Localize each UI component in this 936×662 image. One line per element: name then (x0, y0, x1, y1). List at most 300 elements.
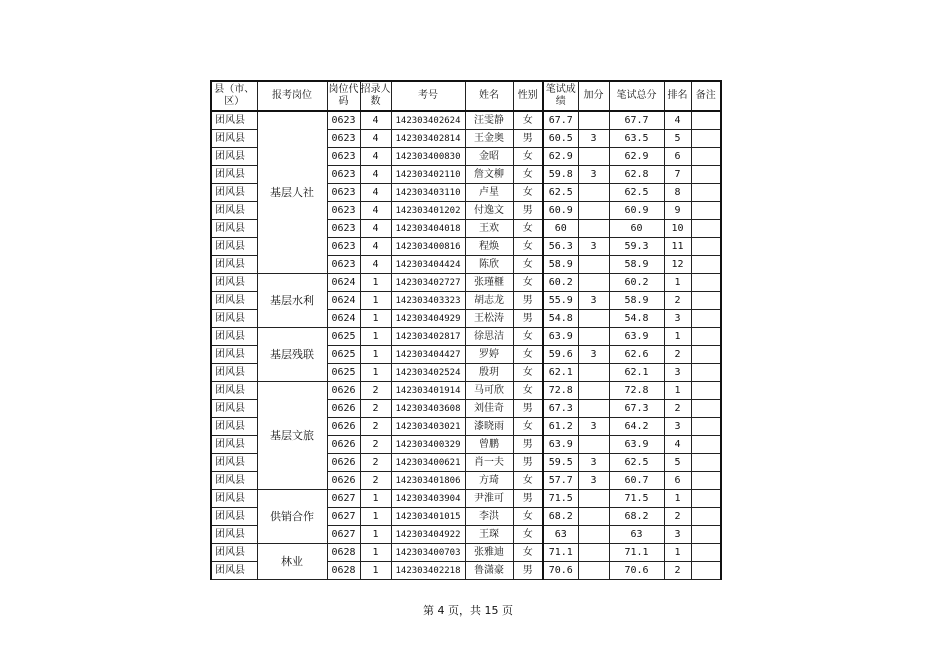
total-cell: 59.3 (609, 238, 664, 256)
name-cell: 汪雯静 (465, 111, 513, 130)
bonus-cell: 3 (578, 238, 609, 256)
quota-cell: 1 (360, 490, 391, 508)
score-cell: 62.5 (543, 184, 578, 202)
post-code-cell: 0623 (327, 220, 360, 238)
bonus-cell (578, 382, 609, 400)
header-total: 笔试总分 (609, 81, 664, 111)
note-cell (691, 418, 721, 436)
bonus-cell (578, 508, 609, 526)
county-cell: 团风县 (211, 184, 257, 202)
county-cell: 团风县 (211, 562, 257, 580)
exam-no-cell: 142303404424 (391, 256, 465, 274)
note-cell (691, 274, 721, 292)
rank-cell: 1 (664, 328, 691, 346)
exam-no-cell: 142303400703 (391, 544, 465, 562)
score-cell: 54.8 (543, 310, 578, 328)
bonus-cell (578, 148, 609, 166)
score-cell: 68.2 (543, 508, 578, 526)
quota-cell: 1 (360, 562, 391, 580)
name-cell: 詹文柳 (465, 166, 513, 184)
name-cell: 王金奥 (465, 130, 513, 148)
score-cell: 70.6 (543, 562, 578, 580)
exam-no-cell: 142303400621 (391, 454, 465, 472)
post-cell: 基层残联 (257, 328, 327, 382)
post-code-cell: 0625 (327, 328, 360, 346)
post-code-cell: 0627 (327, 490, 360, 508)
sex-cell: 男 (513, 310, 543, 328)
name-cell: 漆晓雨 (465, 418, 513, 436)
post-code-cell: 0626 (327, 472, 360, 490)
exam-no-cell: 142303401806 (391, 472, 465, 490)
sex-cell: 男 (513, 130, 543, 148)
name-cell: 罗婷 (465, 346, 513, 364)
post-code-cell: 0623 (327, 184, 360, 202)
bonus-cell: 3 (578, 418, 609, 436)
header-sex: 性别 (513, 81, 543, 111)
total-cell: 67.3 (609, 400, 664, 418)
bonus-cell: 3 (578, 454, 609, 472)
name-cell: 马可欣 (465, 382, 513, 400)
note-cell (691, 202, 721, 220)
sex-cell: 女 (513, 364, 543, 382)
note-cell (691, 166, 721, 184)
quota-cell: 2 (360, 436, 391, 454)
county-cell: 团风县 (211, 382, 257, 400)
quota-cell: 1 (360, 328, 391, 346)
county-cell: 团风县 (211, 220, 257, 238)
county-cell: 团风县 (211, 490, 257, 508)
score-cell: 71.5 (543, 490, 578, 508)
county-cell: 团风县 (211, 400, 257, 418)
header-score: 笔试成绩 (543, 81, 578, 111)
total-cell: 71.1 (609, 544, 664, 562)
post-cell: 基层文旅 (257, 382, 327, 490)
note-cell (691, 328, 721, 346)
name-cell: 殷玥 (465, 364, 513, 382)
sex-cell: 男 (513, 454, 543, 472)
county-cell: 团风县 (211, 310, 257, 328)
bonus-cell (578, 328, 609, 346)
sex-cell: 女 (513, 472, 543, 490)
bonus-cell (578, 400, 609, 418)
quota-cell: 1 (360, 364, 391, 382)
quota-cell: 1 (360, 310, 391, 328)
quota-cell: 4 (360, 238, 391, 256)
rank-cell: 10 (664, 220, 691, 238)
score-cell: 61.2 (543, 418, 578, 436)
total-cell: 64.2 (609, 418, 664, 436)
post-cell: 供销合作 (257, 490, 327, 544)
post-code-cell: 0627 (327, 526, 360, 544)
note-cell (691, 292, 721, 310)
bonus-cell: 3 (578, 292, 609, 310)
bonus-cell (578, 256, 609, 274)
quota-cell: 2 (360, 454, 391, 472)
bonus-cell (578, 526, 609, 544)
quota-cell: 4 (360, 256, 391, 274)
bonus-cell: 3 (578, 166, 609, 184)
name-cell: 程焕 (465, 238, 513, 256)
table-row (211, 382, 721, 400)
total-cell: 63 (609, 526, 664, 544)
bonus-cell (578, 544, 609, 562)
rank-cell: 3 (664, 310, 691, 328)
sex-cell: 男 (513, 436, 543, 454)
note-cell (691, 544, 721, 562)
quota-cell: 4 (360, 202, 391, 220)
county-cell: 团风县 (211, 526, 257, 544)
score-cell: 59.5 (543, 454, 578, 472)
quota-cell: 1 (360, 346, 391, 364)
name-cell: 付逸文 (465, 202, 513, 220)
exam-no-cell: 142303403110 (391, 184, 465, 202)
county-cell: 团风县 (211, 292, 257, 310)
table-row (211, 490, 721, 508)
score-cell: 63.9 (543, 328, 578, 346)
score-cell: 67.3 (543, 400, 578, 418)
rank-cell: 4 (664, 111, 691, 130)
county-cell: 团风县 (211, 130, 257, 148)
page-footer: 第 4 页，共 15 页 (423, 604, 513, 617)
exam-no-cell: 142303402727 (391, 274, 465, 292)
total-cell: 63.9 (609, 436, 664, 454)
header-row (211, 81, 721, 111)
exam-no-cell: 142303402814 (391, 130, 465, 148)
total-cell: 67.7 (609, 111, 664, 130)
post-code-cell: 0623 (327, 130, 360, 148)
county-cell: 团风县 (211, 274, 257, 292)
rank-cell: 1 (664, 382, 691, 400)
sex-cell: 男 (513, 202, 543, 220)
rank-cell: 3 (664, 364, 691, 382)
post-code-cell: 0625 (327, 364, 360, 382)
total-cell: 54.8 (609, 310, 664, 328)
rank-cell: 2 (664, 508, 691, 526)
post-code-cell: 0626 (327, 436, 360, 454)
sex-cell: 女 (513, 220, 543, 238)
exam-no-cell: 142303400816 (391, 238, 465, 256)
exam-no-cell: 142303404427 (391, 346, 465, 364)
score-cell: 72.8 (543, 382, 578, 400)
total-cell: 68.2 (609, 508, 664, 526)
total-cell: 62.5 (609, 454, 664, 472)
total-cell: 62.6 (609, 346, 664, 364)
post-code-cell: 0626 (327, 418, 360, 436)
header-quota: 招录人数 (360, 81, 391, 111)
sex-cell: 女 (513, 382, 543, 400)
sex-cell: 女 (513, 418, 543, 436)
name-cell: 徐思洁 (465, 328, 513, 346)
table-row (211, 274, 721, 292)
note-cell (691, 310, 721, 328)
exam-no-cell: 142303402110 (391, 166, 465, 184)
score-cell: 60.2 (543, 274, 578, 292)
quota-cell: 4 (360, 166, 391, 184)
note-cell (691, 472, 721, 490)
rank-cell: 1 (664, 490, 691, 508)
sex-cell: 男 (513, 562, 543, 580)
sex-cell: 男 (513, 490, 543, 508)
post-code-cell: 0623 (327, 148, 360, 166)
county-cell: 团风县 (211, 454, 257, 472)
post-cell: 基层人社 (257, 111, 327, 274)
quota-cell: 4 (360, 130, 391, 148)
post-code-cell: 0626 (327, 400, 360, 418)
bonus-cell (578, 184, 609, 202)
exam-no-cell: 142303403021 (391, 418, 465, 436)
sex-cell: 女 (513, 526, 543, 544)
note-cell (691, 562, 721, 580)
exam-no-cell: 142303402817 (391, 328, 465, 346)
county-cell: 团风县 (211, 472, 257, 490)
name-cell: 陈欣 (465, 256, 513, 274)
score-cell: 55.9 (543, 292, 578, 310)
sex-cell: 女 (513, 148, 543, 166)
bonus-cell (578, 436, 609, 454)
note-cell (691, 400, 721, 418)
quota-cell: 1 (360, 544, 391, 562)
note-cell (691, 184, 721, 202)
name-cell: 王琛 (465, 526, 513, 544)
name-cell: 张雅迪 (465, 544, 513, 562)
bonus-cell (578, 490, 609, 508)
score-cell: 67.7 (543, 111, 578, 130)
county-cell: 团风县 (211, 436, 257, 454)
county-cell: 团风县 (211, 111, 257, 130)
total-cell: 60.2 (609, 274, 664, 292)
quota-cell: 4 (360, 184, 391, 202)
name-cell: 王欢 (465, 220, 513, 238)
note-cell (691, 436, 721, 454)
name-cell: 李洪 (465, 508, 513, 526)
note-cell (691, 346, 721, 364)
note-cell (691, 220, 721, 238)
header-note: 备注 (691, 81, 721, 111)
exam-no-cell: 142303404922 (391, 526, 465, 544)
exam-no-cell: 142303402524 (391, 364, 465, 382)
post-code-cell: 0624 (327, 292, 360, 310)
table-row (211, 328, 721, 346)
name-cell: 胡志龙 (465, 292, 513, 310)
header-post-code: 岗位代码 (327, 81, 360, 111)
rank-cell: 11 (664, 238, 691, 256)
score-cell: 60.9 (543, 202, 578, 220)
rank-cell: 2 (664, 346, 691, 364)
total-cell: 58.9 (609, 256, 664, 274)
exam-no-cell: 142303400830 (391, 148, 465, 166)
note-cell (691, 238, 721, 256)
total-cell: 70.6 (609, 562, 664, 580)
note-cell (691, 111, 721, 130)
note-cell (691, 130, 721, 148)
note-cell (691, 508, 721, 526)
header-rank: 排名 (664, 81, 691, 111)
note-cell (691, 490, 721, 508)
score-cell: 63.9 (543, 436, 578, 454)
bonus-cell: 3 (578, 472, 609, 490)
quota-cell: 4 (360, 220, 391, 238)
bonus-cell (578, 202, 609, 220)
bonus-cell (578, 562, 609, 580)
bonus-cell (578, 111, 609, 130)
score-cell: 59.8 (543, 166, 578, 184)
table-row (211, 544, 721, 562)
post-code-cell: 0623 (327, 238, 360, 256)
rank-cell: 3 (664, 526, 691, 544)
total-cell: 62.5 (609, 184, 664, 202)
post-cell: 基层水利 (257, 274, 327, 328)
header-exam-no: 考号 (391, 81, 465, 111)
score-cell: 59.6 (543, 346, 578, 364)
exam-no-cell: 142303400329 (391, 436, 465, 454)
sex-cell: 女 (513, 328, 543, 346)
note-cell (691, 382, 721, 400)
total-cell: 60.9 (609, 202, 664, 220)
sex-cell: 女 (513, 111, 543, 130)
rank-cell: 7 (664, 166, 691, 184)
county-cell: 团风县 (211, 202, 257, 220)
quota-cell: 2 (360, 400, 391, 418)
name-cell: 肖一夫 (465, 454, 513, 472)
post-code-cell: 0625 (327, 346, 360, 364)
rank-cell: 5 (664, 130, 691, 148)
note-cell (691, 526, 721, 544)
county-cell: 团风县 (211, 238, 257, 256)
county-cell: 团风县 (211, 328, 257, 346)
post-code-cell: 0623 (327, 111, 360, 130)
sex-cell: 女 (513, 346, 543, 364)
county-cell: 团风县 (211, 544, 257, 562)
quota-cell: 2 (360, 472, 391, 490)
county-cell: 团风县 (211, 256, 257, 274)
sex-cell: 女 (513, 274, 543, 292)
post-code-cell: 0624 (327, 310, 360, 328)
quota-cell: 1 (360, 526, 391, 544)
rank-cell: 2 (664, 400, 691, 418)
quota-cell: 1 (360, 274, 391, 292)
post-code-cell: 0623 (327, 202, 360, 220)
exam-no-cell: 142303403904 (391, 490, 465, 508)
rank-cell: 6 (664, 148, 691, 166)
sex-cell: 女 (513, 166, 543, 184)
sex-cell: 男 (513, 400, 543, 418)
total-cell: 62.8 (609, 166, 664, 184)
exam-no-cell: 142303404929 (391, 310, 465, 328)
header-county: 县（市、区） (211, 81, 257, 111)
name-cell: 刘佳奇 (465, 400, 513, 418)
score-cell: 60.5 (543, 130, 578, 148)
exam-no-cell: 142303404018 (391, 220, 465, 238)
table-body (211, 111, 721, 580)
post-code-cell: 0626 (327, 454, 360, 472)
header-post: 报考岗位 (257, 81, 327, 111)
total-cell: 58.9 (609, 292, 664, 310)
exam-no-cell: 142303401015 (391, 508, 465, 526)
score-cell: 71.1 (543, 544, 578, 562)
total-cell: 71.5 (609, 490, 664, 508)
exam-no-cell: 142303402218 (391, 562, 465, 580)
bonus-cell: 3 (578, 346, 609, 364)
total-cell: 62.1 (609, 364, 664, 382)
exam-no-cell: 142303401202 (391, 202, 465, 220)
score-cell: 57.7 (543, 472, 578, 490)
rank-cell: 1 (664, 544, 691, 562)
exam-no-cell: 142303401914 (391, 382, 465, 400)
header-name: 姓名 (465, 81, 513, 111)
total-cell: 72.8 (609, 382, 664, 400)
total-cell: 63.9 (609, 328, 664, 346)
post-code-cell: 0627 (327, 508, 360, 526)
bonus-cell (578, 220, 609, 238)
note-cell (691, 256, 721, 274)
rank-cell: 3 (664, 418, 691, 436)
bonus-cell (578, 310, 609, 328)
county-cell: 团风县 (211, 418, 257, 436)
note-cell (691, 454, 721, 472)
rank-cell: 6 (664, 472, 691, 490)
sex-cell: 女 (513, 508, 543, 526)
rank-cell: 4 (664, 436, 691, 454)
score-cell: 58.9 (543, 256, 578, 274)
bonus-cell (578, 274, 609, 292)
post-code-cell: 0628 (327, 562, 360, 580)
sex-cell: 男 (513, 292, 543, 310)
total-cell: 60.7 (609, 472, 664, 490)
sex-cell: 女 (513, 184, 543, 202)
score-cell: 63 (543, 526, 578, 544)
rank-cell: 1 (664, 274, 691, 292)
county-cell: 团风县 (211, 148, 257, 166)
score-cell: 60 (543, 220, 578, 238)
note-cell (691, 364, 721, 382)
quota-cell: 4 (360, 111, 391, 130)
name-cell: 张瑾榧 (465, 274, 513, 292)
county-cell: 团风县 (211, 364, 257, 382)
bonus-cell: 3 (578, 130, 609, 148)
total-cell: 63.5 (609, 130, 664, 148)
exam-no-cell: 142303402624 (391, 111, 465, 130)
sex-cell: 女 (513, 256, 543, 274)
post-code-cell: 0628 (327, 544, 360, 562)
rank-cell: 12 (664, 256, 691, 274)
quota-cell: 2 (360, 418, 391, 436)
name-cell: 方琦 (465, 472, 513, 490)
score-cell: 62.9 (543, 148, 578, 166)
rank-cell: 5 (664, 454, 691, 472)
rank-cell: 2 (664, 292, 691, 310)
name-cell: 王松涛 (465, 310, 513, 328)
results-table (210, 80, 722, 580)
sex-cell: 女 (513, 238, 543, 256)
rank-cell: 9 (664, 202, 691, 220)
rank-cell: 2 (664, 562, 691, 580)
name-cell: 卢星 (465, 184, 513, 202)
score-cell: 62.1 (543, 364, 578, 382)
bonus-cell (578, 364, 609, 382)
name-cell: 尹淮可 (465, 490, 513, 508)
name-cell: 金昭 (465, 148, 513, 166)
post-code-cell: 0623 (327, 256, 360, 274)
quota-cell: 1 (360, 292, 391, 310)
quota-cell: 2 (360, 382, 391, 400)
note-cell (691, 148, 721, 166)
post-code-cell: 0626 (327, 382, 360, 400)
county-cell: 团风县 (211, 166, 257, 184)
total-cell: 62.9 (609, 148, 664, 166)
table-row (211, 111, 721, 130)
sex-cell: 女 (513, 544, 543, 562)
name-cell: 曾鹏 (465, 436, 513, 454)
